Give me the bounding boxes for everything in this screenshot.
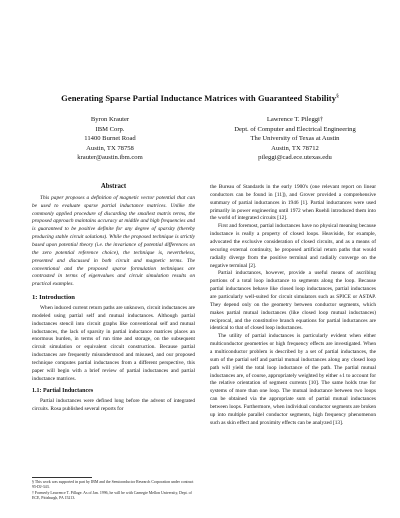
author-affiliation: IBM Corp.: [95, 125, 125, 133]
subsection-heading-partial-inductances: 1.1: Partial Inductances: [32, 387, 94, 394]
author-address-line-2: Austin, TX 78712: [271, 144, 319, 152]
right-paragraph-2: First and foremost, partial inductances have no physical meaning because inductance is really a property of closed loops. Heaviside, for example, advocated the exclusive consideration of closed circuits, and as a means of securing external continuity, he proposed artificial return paths that would radially diverge from the positive terminal and radially converge on the negative terminal [2].: [210, 223, 376, 269]
author-address-line-2: Austin, TX 78758: [86, 144, 134, 152]
left-column: [32, 183, 195, 414]
right-paragraph-3: Partial inductances, however, provide a useful means of ascribing portions of a total loop inductance to segments along the loop. Because partial inductances behave like closed loop inductances, partial inductances are particularly well-suited for circuit simulators such as SPICE or ASTAP. They depend only on the geometry between conductor segments, which makes partial mutual inductances (like closed loop mutual inductances) reciprocal, and the constitutive branch equations for partial inductances are identical to that of closed loop inductances.: [210, 270, 376, 332]
right-paragraph-4: The utility of partial inductances is particularly evident when either multiconductor geometries or high frequency effects are investigated. When a multiconductor problem is described by a set of partial inductances, the sum of the partial self and partial mutual inductances along any closed loop path will yield the total loop inductance of the path. The partial mutual inductances are, of course, appropriately weighted by either ±1 to account for the relative orientation of segment currents [10]. The same holds true for systems of more than one loop. The mutual inductance between two loops can be obtained via the appropriate sum of partial mutual inductances between loops. Furthermore, when individual conductor segments are broken up into multiple parallel conductor segments, high frequency phenomenon such as skin effect and proximity effects can be analyzed [13].: [210, 333, 376, 426]
abstract-heading: Abstract: [100, 183, 127, 190]
author-affiliation: Dept. of Computer and Electrical Engineering: [234, 125, 356, 133]
author-name: Byron Krauter: [90, 116, 130, 123]
section-heading-introduction: 1: Introduction: [32, 294, 75, 302]
author-email: pileggi@cad.ece.utexas.edu: [258, 154, 332, 162]
author-block-1: [40, 115, 180, 163]
title-footnote-mark: §: [336, 93, 339, 100]
right-paragraph-1: the Bureau of Standards in the early 1900's (one relevant report on linear conductors can be found in [11]), and Grover provided a comprehensive summary of partial inductances in 1946 [1]. Partial inductances were used primarily in power engineering until 1972 when Ruehli introduced them into the world of integrated circuits [12].: [210, 184, 376, 222]
author-name: Lawrence T. Pileggi†: [266, 116, 324, 123]
author-address-line-1: 11400 Burnet Road: [84, 135, 136, 143]
title-text: Generating Sparse Partial Inductance Matrices with Guaranteed Stability: [61, 93, 337, 103]
paper-title: [0, 93, 400, 103]
footnote-rule: [32, 477, 92, 478]
abstract-text: This paper proposes a definition of magnetic vector potential that can be used to evaluate sparse partial inductance matrices. Unlike the commonly applied procedure of discarding the smallest matrix terms, the proposed approach maintains accuracy at middle and high frequencies and is guaranteed to be positive definite for any degree of sparsity (thereby producing stable circuit solutions). While the proposed technique is strictly based upon potential theory (i.e. the invariance of potential differences on the zero potential reference choice), the technique is, nevertheless, presented and discussed in both circuit and magnetic terms. The conventional and the proposed sparse formulation techniques are contrasted in terms of eigenvalues and circuit simulation results on practical examples.: [32, 194, 195, 288]
author-block-2: [210, 115, 380, 163]
footnote-2: † Formerly Lawrence T. Pillage. As of Jan. 1996, he will be with Carnegie Mellon University, Dept. of ECE, Pittsburgh, PA 15213.: [32, 490, 192, 501]
intro-paragraph-1: When induced current return paths are unknown, circuit inductances are modeled using partial self and mutual inductances. Although partial inductances stencil into circuit graphs like conventional self and mutual inductances, the lack of sparsity in partial inductance matrices places an enormous burden, in terms of run time and storage, on the subsequent circuit simulation or equivalent circuit construction. Because partial inductances are frequently misunderstood and misused, and our proposed technique computes partial inductances from a different perspective, this paper will begin with a brief review of partial inductances and partial inductance matrices.: [32, 305, 195, 382]
right-column: [210, 184, 376, 428]
footnotes: [32, 477, 195, 502]
intro-paragraph-2: Partial inductances were defined long before the advent of integrated circuits. Rosa published several reports for: [32, 398, 195, 413]
footnote-1: § This work was supported in part by IBM and the Semiconductor Research Corporation under contract 95-DJ-343.: [32, 480, 194, 490]
author-email: krauter@austin.ibm.com: [77, 154, 143, 162]
author-address-line-1: The University of Texas at Austin: [250, 135, 340, 143]
